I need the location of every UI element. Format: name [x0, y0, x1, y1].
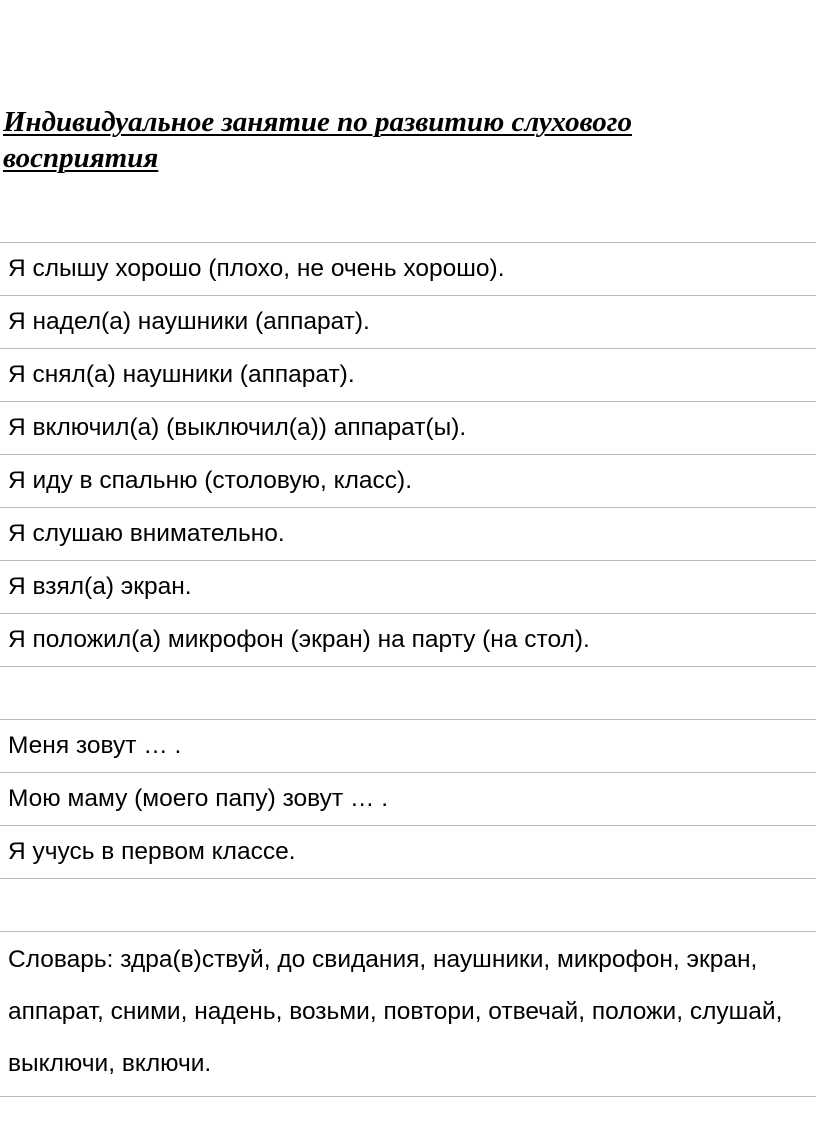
phrase-cell: Я положил(а) микрофон (экран) на парту (на стол).: [0, 614, 816, 667]
table-row: [0, 826, 816, 879]
phrase-cell: Меня зовут … .: [0, 720, 816, 773]
table-row: [0, 508, 816, 561]
phrase-cell: Я надел(а) наушники (аппарат).: [0, 296, 816, 349]
table-row: [0, 296, 816, 349]
phrase-cell: Я слышу хорошо (плохо, не очень хорошо).: [0, 243, 816, 296]
phrase-cell: Я учусь в первом классе.: [0, 826, 816, 879]
vocabulary-cell: Словарь: здра(в)ствуй, до свидания, наушники, микрофон, экран, аппарат, сними, надень, возьми, повтори, отвечай, положи, слушай, выключи, включи.: [0, 932, 816, 1097]
phrase-cell: Я иду в спальню (столовую, класс).: [0, 455, 816, 508]
table-row: [0, 455, 816, 508]
table-row: [0, 243, 816, 296]
document-title: Индивидуальное занятие по развитию слухового восприятия: [3, 106, 632, 174]
table-row: [0, 932, 816, 1097]
phrase-cell: Я включил(а) (выключил(а)) аппарат(ы).: [0, 402, 816, 455]
table-row: [0, 720, 816, 773]
table-row: [0, 402, 816, 455]
table-row: [0, 879, 816, 932]
table-row: [0, 349, 816, 402]
table-row: [0, 667, 816, 720]
phrase-cell: Я взял(а) экран.: [0, 561, 816, 614]
phrase-cell: Мою маму (моего папу) зовут … .: [0, 773, 816, 826]
empty-cell: [0, 879, 816, 932]
empty-cell: [0, 667, 816, 720]
table-row: [0, 773, 816, 826]
phrase-table: [0, 242, 816, 1097]
table-row: [0, 561, 816, 614]
phrase-cell: Я слушаю внимательно.: [0, 508, 816, 561]
table-row: [0, 614, 816, 667]
phrase-cell: Я снял(а) наушники (аппарат).: [0, 349, 816, 402]
